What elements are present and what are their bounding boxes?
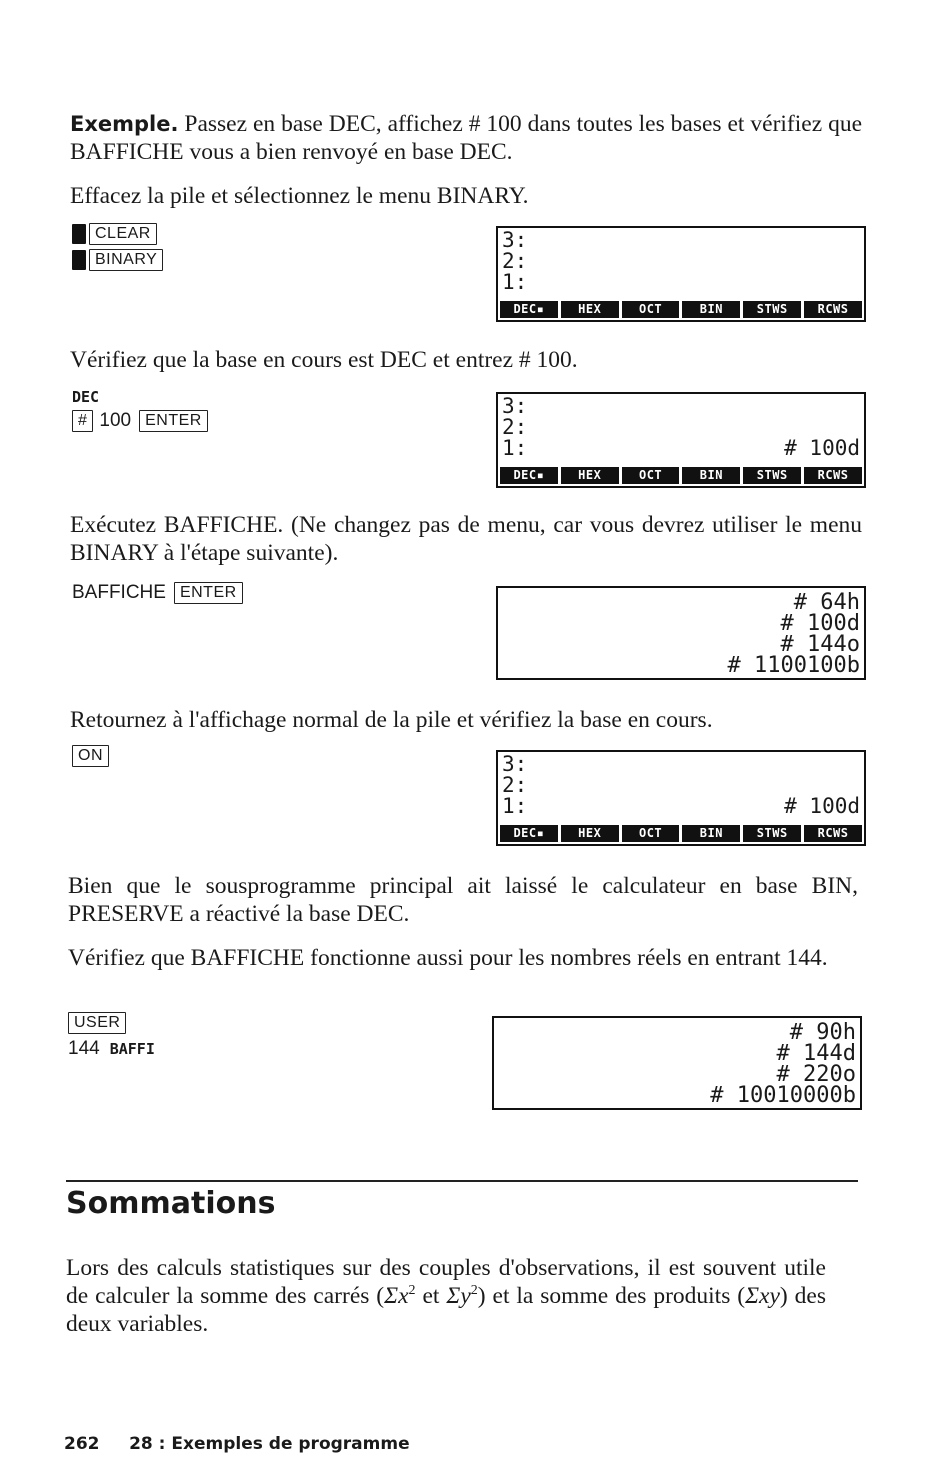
- stack-row: 3:: [502, 228, 528, 252]
- menu-stws[interactable]: STWS: [743, 467, 801, 484]
- section-title: Sommations: [66, 1186, 276, 1221]
- menu-hex[interactable]: HEX: [561, 301, 619, 318]
- step2-keys: [72, 386, 214, 434]
- stack-row: 2:: [502, 249, 528, 273]
- return-instruction: Retournez à l'affichage normal de la pile et vérifiez la base en cours.: [70, 707, 713, 733]
- section-divider: [66, 1180, 858, 1182]
- softkey-menu: [500, 825, 862, 842]
- menu-rcws[interactable]: RCWS: [804, 825, 862, 842]
- step5-keys: [68, 1010, 155, 1062]
- on-key[interactable]: ON: [72, 745, 109, 767]
- calculator-display-4: [496, 750, 866, 846]
- explanation-paragraph: Bien que le sousprogramme principal ait laissé le calculateur en base BIN, PRESERVE a réactivé la base DEC.: [68, 873, 858, 927]
- result-oct: # 144o: [780, 632, 860, 657]
- stack-row: 2:: [502, 415, 528, 439]
- step1-keys: [72, 221, 169, 273]
- shift-key-icon: [72, 224, 86, 244]
- result-dec: # 100d: [780, 611, 860, 636]
- menu-bin[interactable]: BIN: [682, 825, 740, 842]
- example-lead: Exemple.: [70, 112, 179, 136]
- verify-reals-instruction: Vérifiez que BAFFICHE fonctionne aussi pour les nombres réels en entrant 144.: [68, 945, 828, 971]
- result-dec: # 144d: [776, 1041, 856, 1066]
- command-text: BAFFICHE: [72, 582, 166, 603]
- calculator-display-1: [496, 226, 866, 322]
- verify-base-instruction: Vérifiez que la base en cours est DEC et entrez # 100.: [70, 347, 578, 373]
- softkey-menu: [500, 301, 862, 318]
- intro-paragraph: [70, 110, 862, 166]
- clear-instruction: Effacez la pile et sélectionnez le menu BINARY.: [70, 183, 529, 209]
- menu-dec[interactable]: DEC▪: [500, 301, 558, 318]
- result-hex: # 90h: [789, 1020, 856, 1045]
- step4-keys: [72, 743, 115, 769]
- clear-key[interactable]: CLEAR: [89, 223, 157, 245]
- result-hex: # 64h: [793, 590, 860, 615]
- menu-dec[interactable]: DEC▪: [500, 825, 558, 842]
- sum-y-symbol: $\Sigma y^2$: [446, 1283, 478, 1309]
- number-entry: 144: [68, 1038, 100, 1059]
- menu-stws[interactable]: STWS: [743, 301, 801, 318]
- user-key[interactable]: USER: [68, 1012, 126, 1034]
- menu-bin[interactable]: BIN: [682, 301, 740, 318]
- step3-keys: [72, 580, 249, 606]
- result-bin: # 10010000b: [710, 1083, 856, 1108]
- shift-key-icon: [72, 250, 86, 270]
- result-oct: # 220o: [776, 1062, 856, 1087]
- stack-row: 1:: [502, 270, 528, 294]
- menu-hex[interactable]: HEX: [561, 825, 619, 842]
- dec-indicator: DEC: [72, 388, 100, 406]
- calculator-display-2: [496, 392, 866, 488]
- binary-key[interactable]: BINARY: [89, 249, 163, 271]
- menu-dec[interactable]: DEC▪: [500, 467, 558, 484]
- calculator-display-3: [496, 586, 866, 680]
- softkey-menu: [500, 467, 862, 484]
- menu-rcws[interactable]: RCWS: [804, 467, 862, 484]
- stack-row: 3:: [502, 394, 528, 418]
- menu-rcws[interactable]: RCWS: [804, 301, 862, 318]
- result-bin: # 1100100b: [727, 653, 860, 678]
- hash-key[interactable]: #: [72, 410, 93, 432]
- sum-xy-symbol: Σxy: [745, 1283, 780, 1309]
- page-footer: [64, 1434, 410, 1454]
- stack-row: 2:: [502, 773, 528, 797]
- chapter-title: 28 : Exemples de programme: [129, 1434, 410, 1454]
- enter-key[interactable]: ENTER: [174, 582, 243, 604]
- baffi-menu-key[interactable]: BAFFI: [109, 1040, 155, 1058]
- stack-row: 3:: [502, 752, 528, 776]
- stack-row: 1: # 100d: [502, 436, 860, 460]
- menu-hex[interactable]: HEX: [561, 467, 619, 484]
- menu-bin[interactable]: BIN: [682, 467, 740, 484]
- menu-oct[interactable]: OCT: [622, 467, 680, 484]
- number-entry: 100: [99, 410, 132, 431]
- intro-text: Passez en base DEC, affichez # 100 dans toutes les bases et vérifiez que BAFFICHE vous a bien renvoyé en base DEC.: [70, 111, 862, 165]
- page-number: 262: [64, 1434, 100, 1454]
- stack-row: 1: # 100d: [502, 794, 860, 818]
- menu-stws[interactable]: STWS: [743, 825, 801, 842]
- summation-paragraph: Lors des calculs statistiques sur des couples d'observations, il est souvent utile de calculer la somme des carrés ($\Sigma x^2$ et $\Sigma y^2$) et la somme des produits (Σxy) des deux variables.: [66, 1255, 826, 1337]
- menu-oct[interactable]: OCT: [622, 301, 680, 318]
- calculator-display-5: [492, 1016, 862, 1110]
- menu-oct[interactable]: OCT: [622, 825, 680, 842]
- enter-key[interactable]: ENTER: [139, 410, 208, 432]
- execute-instruction: Exécutez BAFFICHE. (Ne changez pas de menu, car vous devrez utiliser le menu BINARY à l'étape suivante).: [70, 512, 862, 566]
- sum-x-symbol: $\Sigma x^2$: [384, 1283, 416, 1309]
